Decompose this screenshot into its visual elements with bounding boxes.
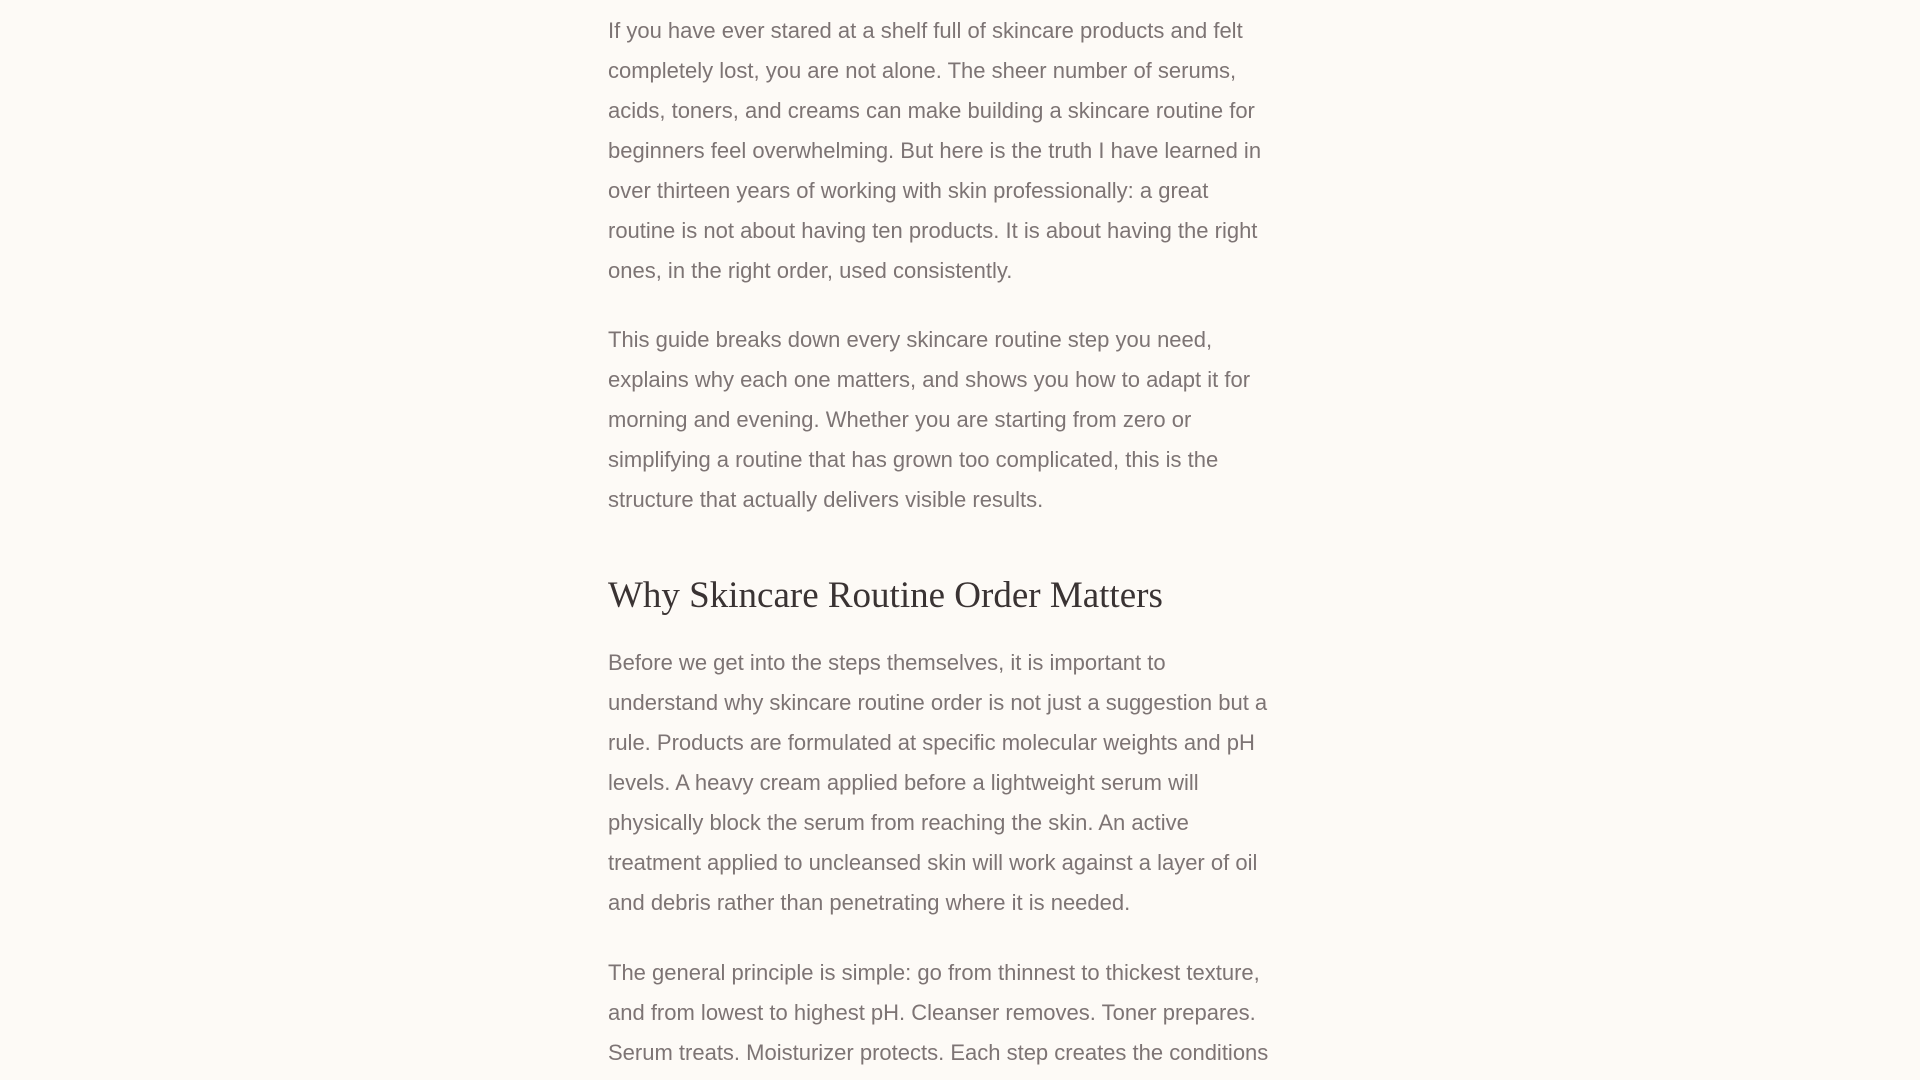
section-paragraph-1 <box>608 643 1267 923</box>
text-line: over thirteen years of working with skin professionally: a great <box>608 178 1209 203</box>
text-line: and debris rather than penetrating where it is needed. <box>608 890 1131 915</box>
text-line: routine is not about having ten products. It is about having the right <box>608 218 1258 243</box>
text-line: ones, in the right order, used consistently. <box>608 258 1013 283</box>
text-line: treatment applied to uncleansed skin will work against a layer of oil <box>608 850 1258 875</box>
intro-paragraph-1 <box>608 11 1261 291</box>
intro-paragraph-2 <box>608 320 1250 520</box>
text-line: Serum treats. Moisturizer protects. Each step creates the conditions <box>608 1040 1269 1065</box>
text-line: explains why each one matters, and shows you how to adapt it for <box>608 367 1251 392</box>
text-line: If you have ever stared at a shelf full of skincare products and felt <box>608 18 1243 43</box>
text-line: Before we get into the steps themselves, it is important to <box>608 650 1166 675</box>
text-line: simplifying a routine that has grown too complicated, this is the <box>608 447 1219 472</box>
text-line: physically block the serum from reaching the skin. An active <box>608 810 1189 835</box>
text-line: acids, toners, and creams can make building a skincare routine for <box>608 98 1255 123</box>
text-line: levels. A heavy cream applied before a lightweight serum will <box>608 770 1199 795</box>
text-line: beginners feel overwhelming. But here is the truth I have learned in <box>608 138 1262 163</box>
text-line: rule. Products are formulated at specific molecular weights and pH <box>608 730 1255 755</box>
text-line: and from lowest to highest pH. Cleanser removes. Toner prepares. <box>608 1000 1256 1025</box>
section-paragraph-2 <box>608 953 1268 1073</box>
text-line: The general principle is simple: go from thinnest to thickest texture, <box>608 960 1260 985</box>
text-line: structure that actually delivers visible results. <box>608 487 1044 512</box>
text-line: This guide breaks down every skincare routine step you need, <box>608 327 1213 352</box>
text-line: completely lost, you are not alone. The sheer number of serums, <box>608 58 1237 83</box>
text-line: morning and evening. Whether you are starting from zero or <box>608 407 1192 432</box>
section-heading: Why Skincare Routine Order Matters <box>608 575 1163 616</box>
text-line: understand why skincare routine order is not just a suggestion but a <box>608 690 1268 715</box>
